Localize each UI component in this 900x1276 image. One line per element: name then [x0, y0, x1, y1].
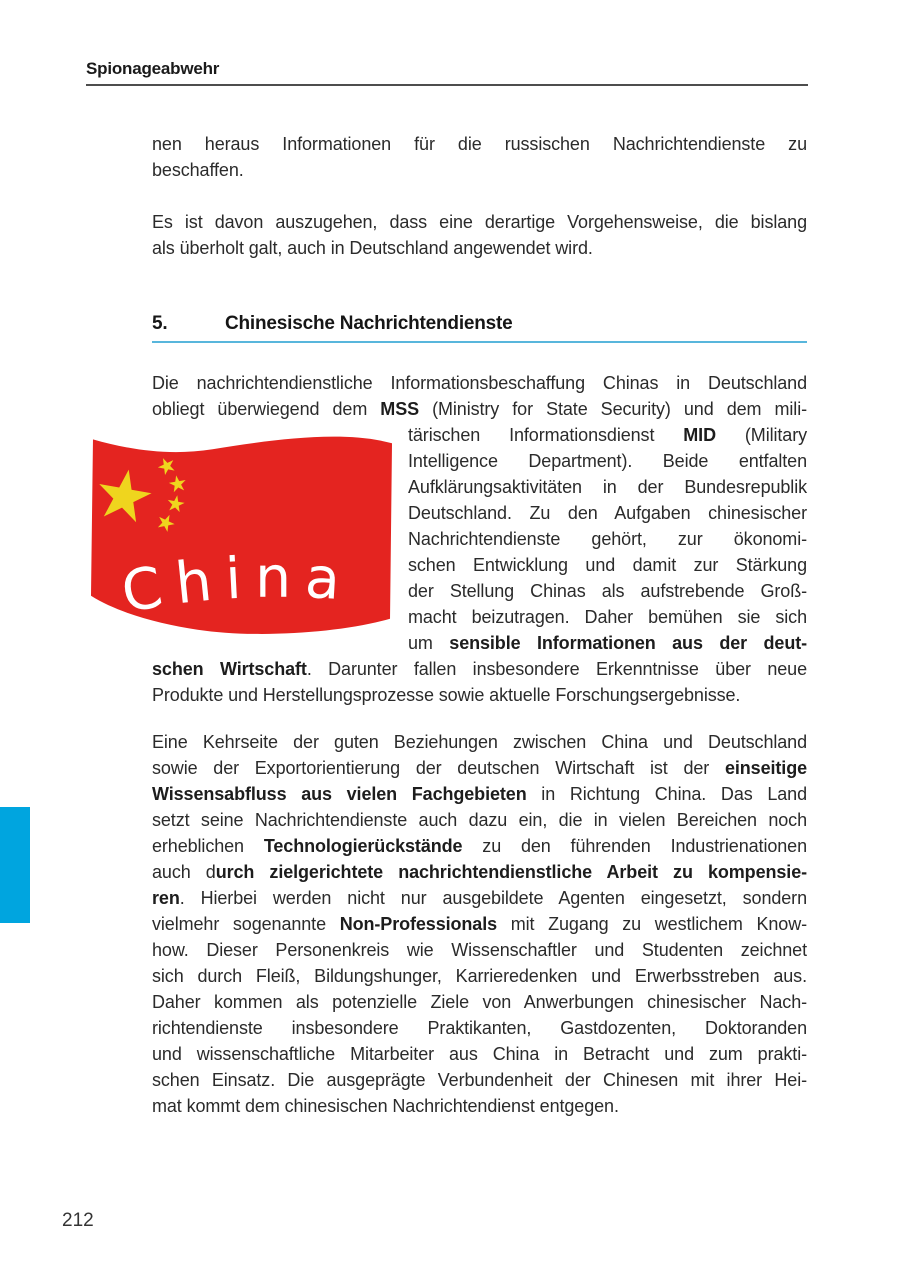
text-segment: schen Entwicklung und damit zur Stärkung [408, 555, 807, 575]
text-line [152, 963, 807, 989]
text-segment: nen heraus Informationen für die russischen Nachrichtendienste zu [152, 134, 807, 154]
running-header: Spionageabwehr [86, 59, 220, 78]
bold-text-segment: urch zielgerichtete nachrichtendienstliche Arbeit zu kompensie- [215, 862, 807, 882]
text-segment: Eine Kehrseite der guten Beziehungen zwischen China und Deutschland [152, 732, 807, 752]
text-segment: macht beizutragen. Daher bemühen sie sich [408, 607, 807, 627]
text-segment: auch d [152, 862, 216, 882]
text-segment: how. Dieser Personenkreis wie Wissenschaftler und Studenten zeichnet [152, 940, 807, 960]
text-line [152, 235, 807, 261]
text-line [152, 859, 807, 885]
text-line [152, 807, 807, 833]
text-line [152, 682, 807, 708]
bold-text-segment: sensible Informationen aus der deut- [449, 633, 807, 653]
section-number: 5. [152, 313, 168, 334]
text-line [152, 209, 807, 235]
bold-text-segment: MSS [380, 399, 420, 419]
text-segment: zu den führenden Industrienationen [462, 836, 807, 856]
text-line [152, 157, 807, 183]
bold-text-segment: ren [152, 888, 180, 908]
text-segment: sowie der Exportorientierung der deutschen Wirtschaft ist der [152, 758, 725, 778]
chapter-thumb-tab [0, 807, 30, 923]
flag-label: China [116, 544, 355, 627]
paragraph-3-intro [152, 370, 807, 422]
text-line [152, 656, 807, 682]
text-line [152, 1041, 807, 1067]
text-segment: (Ministry for State Security) und dem mili- [419, 399, 807, 419]
text-segment: erheblichen [152, 836, 264, 856]
bold-text-segment: Non-Professionals [339, 914, 498, 934]
bold-text-segment: Technologierückstände [263, 836, 463, 856]
text-segment: Es ist davon auszugehen, dass eine derartige Vorgehensweise, die bislang [152, 212, 807, 232]
text-line [152, 729, 807, 755]
text-segment: richtendienste insbesondere Praktikanten, Gastdozenten, Doktoranden [152, 1018, 807, 1038]
china-flag-image [88, 433, 395, 643]
header-rule [86, 84, 808, 86]
text-segment: in Richtung China. Das Land [526, 784, 807, 804]
text-segment: setzt seine Nachrichtendienste auch dazu ein, die in vielen Bereichen noch [152, 810, 807, 830]
china-flag-svg [88, 433, 395, 643]
text-segment: . Darunter fallen insbesondere Erkenntnisse über neue [306, 659, 807, 679]
bold-text-segment: einseitige [724, 758, 807, 778]
text-segment: und wissenschaftliche Mitarbeiter aus China in Betracht und zum prakti- [152, 1044, 807, 1064]
text-line [152, 885, 807, 911]
text-line [152, 781, 807, 807]
text-line [152, 937, 807, 963]
text-line [152, 911, 807, 937]
text-segment: sich durch Fleiß, Bildungshunger, Karrieredenken und Erwerbsstreben aus. [152, 966, 807, 986]
text-line [152, 833, 807, 859]
text-segment: tärischen Informationsdienst [408, 425, 684, 445]
text-segment: Intelligence Department). Beide entfalten [408, 451, 807, 471]
text-segment: der Stellung Chinas als aufstrebende Groß- [408, 581, 807, 601]
text-line [152, 396, 807, 422]
text-block [116, 131, 808, 1119]
text-segment: Die nachrichtendienstliche Informationsbeschaffung Chinas in Deutschland [152, 373, 807, 393]
text-segment: beschaffen. [152, 160, 244, 180]
text-line [152, 1015, 807, 1041]
text-line [152, 1067, 807, 1093]
text-segment: Deutschland. Zu den Aufgaben chinesischer [408, 503, 807, 523]
bold-text-segment: MID [683, 425, 716, 445]
bold-text-segment: schen Wirtschaft [152, 659, 307, 679]
text-segment: . Hierbei werden nicht nur ausgebildete Agenten eingesetzt, sondern [179, 888, 807, 908]
page-number: 212 [62, 1210, 94, 1231]
text-segment: als überholt galt, auch in Deutschland angewendet wird. [152, 238, 593, 258]
section-heading [152, 311, 807, 343]
text-segment: vielmehr sogenannte [152, 914, 340, 934]
text-segment: mit Zugang zu westlichem Know- [497, 914, 808, 934]
paragraph-4 [152, 729, 807, 1119]
text-line [152, 1093, 807, 1119]
text-segment: schen Einsatz. Die ausgeprägte Verbundenheit der Chinesen mit ihrer Hei- [152, 1070, 807, 1090]
text-segment: obliegt überwiegend dem [152, 399, 381, 419]
text-segment: Aufklärungsaktivitäten in der Bundesrepublik [408, 477, 807, 497]
bold-text-segment: Wissensabfluss aus vielen Fachgebieten [152, 784, 527, 804]
paragraph-2 [152, 209, 807, 261]
text-segment: mat kommt dem chinesischen Nachrichtendienst entgegen. [152, 1096, 619, 1116]
text-segment: (Military [715, 425, 808, 445]
paragraph-1 [152, 131, 807, 183]
text-line [152, 370, 807, 396]
text-line [152, 989, 807, 1015]
section-title: Chinesische Nachrichtendienste [225, 313, 513, 334]
text-line [152, 131, 807, 157]
text-segment: Nachrichtendienste gehört, zur ökonomi- [408, 529, 807, 549]
text-line [152, 755, 807, 781]
text-segment: Daher kommen als potenzielle Ziele von Anwerbungen chinesischer Nach- [152, 992, 807, 1012]
text-segment: um [408, 633, 450, 653]
text-segment: Produkte und Herstellungsprozesse sowie aktuelle Forschungsergebnisse. [152, 685, 741, 705]
